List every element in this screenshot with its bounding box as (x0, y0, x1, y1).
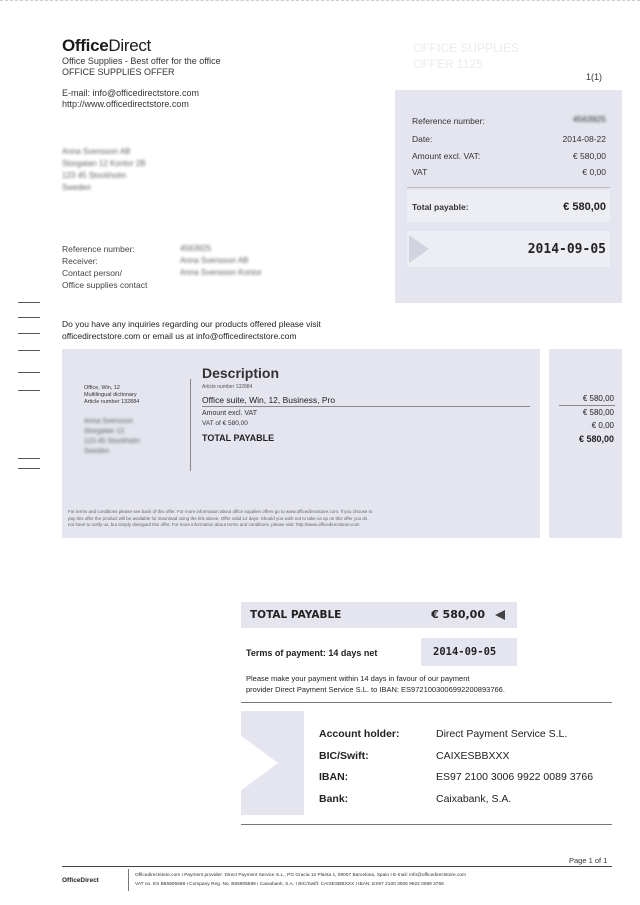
description-heading: Description (202, 365, 280, 381)
item-left-blur-line: 123 45 Stockholm (84, 438, 141, 445)
instruction-line: Please make your payment within 14 days in favour of our payment (246, 674, 470, 683)
fold-mark (18, 317, 40, 318)
bic-label: BIC/Swift: (319, 749, 369, 762)
contact-value: Anna Svensson Kontor (180, 268, 262, 277)
ref-number-value: 4563925 (180, 244, 212, 253)
bank-bottom-rule (241, 824, 612, 825)
terms-of-payment: Terms of payment: 14 days net (246, 648, 378, 658)
tagline: Office Supplies - Best offer for the office (62, 56, 221, 66)
contact-website: http://www.officedirectstore.com (62, 99, 189, 109)
footer-line: Officedirectstore.com I Payment provider: Direct Payment Service S.L., PG Gracia 12 Planta 1, 08007 Barcelona, Spain I E-mail: info@officedirectstore.com (135, 873, 467, 878)
footer-rule (62, 866, 612, 867)
page-marker: 1(1) (586, 72, 603, 82)
summary-total-label: Total payable: (412, 202, 469, 212)
item-box (62, 349, 540, 538)
bank-chevron-icon (240, 735, 278, 791)
vat-of-label: VAT of € 580,00 (202, 420, 248, 427)
reference-labels (62, 243, 147, 291)
fold-mark (18, 372, 40, 373)
product-name: Office suite, Win, 12, Business, Pro (202, 395, 336, 405)
item-left-blur-line: Storgatan 12 (84, 428, 125, 435)
fold-mark (18, 458, 40, 459)
payment-total-value: € 580,00 (431, 608, 485, 621)
item-left-desc: Multilingual dictionary (84, 392, 137, 398)
fine-print-line: For terms and conditions please see back of this offer. For more information about office supplies offers go to www.officedirectstore.com. If you choose to (68, 509, 373, 514)
price-column (549, 349, 622, 538)
address-line: 123 45 Stockholm (62, 171, 127, 180)
page-top-edge (0, 0, 640, 1)
company-logo (62, 36, 151, 56)
item-total-label: TOTAL PAYABLE (202, 433, 275, 443)
payment-due-box (421, 638, 517, 666)
inquiry-text (62, 318, 321, 342)
instruction-line: provider Direct Payment Service S.L. to IBAN: ES9721003006992200893766. (246, 685, 505, 694)
account-holder-value: Direct Payment Service S.L. (436, 728, 568, 740)
watermark-line-2: OFFER 1125 (413, 57, 483, 71)
reference-values (180, 243, 262, 279)
summary-total-value: € 580,00 (563, 201, 606, 213)
contact-email: E-mail: info@officedirectstore.com (62, 88, 200, 98)
footer-brand: OfficeDirect (62, 877, 99, 884)
bank-value: Caixabank, S.A. (436, 792, 512, 805)
iban-value: ES97 2100 3006 9922 0089 3766 (436, 771, 594, 783)
payment-instruction (246, 673, 505, 695)
contact-label-2: Office supplies contact (62, 280, 148, 290)
summary-divider (407, 187, 610, 188)
fold-mark (18, 390, 40, 391)
summary-reference-label: Reference number: (412, 116, 485, 126)
account-holder-label: Account holder: (319, 728, 400, 740)
item-left-name: Office, Win, 12 (84, 385, 120, 391)
fold-mark (18, 468, 40, 469)
footer-line: VAT no. ES B65905598 I Company Reg. No. B65905598 I Caixabank, S.A. I BIC/Swift: CAIXESBBXXX I IBAN: ES97 2100 3006 9922 0089 3766 (135, 882, 444, 887)
due-arrow-icon (409, 235, 429, 263)
footer-info (135, 871, 466, 889)
summary-vat-label: VAT (412, 167, 428, 177)
receiver-value: Anna Svensson AB (180, 256, 249, 265)
total-panel (407, 190, 610, 222)
fine-print-line: pay this offer the product will be available for download using the link above. Offer valid 14 days. Should you wish not to take us up on this offer you do (68, 515, 368, 521)
page-number: Page 1 of 1 (569, 856, 608, 865)
amount-excl-label: Amount excl. VAT (202, 410, 257, 417)
footer-divider (128, 869, 129, 891)
summary-date-label: Date: (412, 134, 433, 144)
price-row: € 580,00 (582, 394, 614, 403)
item-left-blur-line: Anna Svensson (84, 418, 134, 425)
inquiry-line-1: Do you have any inquiries regarding our products offered please visit (62, 319, 321, 329)
pointer-arrow-icon (495, 610, 505, 620)
item-left-blur-line: Sweden (84, 448, 110, 455)
payment-total-label: TOTAL PAYABLE (250, 609, 342, 621)
item-left-blurred (84, 417, 140, 457)
inquiry-line-2: officedirectstore.com or email us at info@officedirectstore.com (62, 331, 297, 341)
logo-bold-text: Office (62, 36, 109, 55)
contact-label: Contact person/ (62, 268, 123, 278)
offer-title: OFFICE SUPPLIES OFFER (62, 67, 175, 77)
address-line: Anna Svensson AB (62, 147, 131, 156)
address-line: Sweden (62, 183, 91, 192)
address-line: Storgatan 12 Kontor 2B (62, 159, 146, 168)
recipient-address (62, 146, 146, 194)
fine-print (68, 509, 538, 529)
due-date-panel (407, 231, 610, 267)
item-article-number: Article number 132884 (202, 384, 253, 390)
fold-mark (18, 333, 40, 334)
summary-amount-value: € 580,00 (572, 151, 606, 161)
price-row: € 580,00 (582, 408, 614, 417)
bank-labels (319, 724, 400, 810)
receiver-label: Receiver: (62, 256, 98, 266)
fold-mark (18, 350, 40, 351)
logo-light-text: Direct (108, 36, 151, 55)
bank-side-panel (241, 711, 304, 815)
bank-label: Bank: (319, 792, 349, 805)
item-divider-line (190, 379, 191, 471)
watermark-line-1: OFFICE SUPPLIES (413, 41, 520, 55)
iban-label: IBAN: (319, 771, 349, 783)
product-name-underline (202, 406, 530, 407)
summary-box (395, 90, 622, 303)
item-left-column (84, 385, 139, 406)
price-underline (559, 405, 615, 406)
bank-top-rule (241, 702, 612, 703)
price-total: € 580,00 (578, 434, 614, 444)
payment-due-date: 2014-09-05 (433, 646, 497, 658)
offer-watermark (413, 40, 519, 72)
summary-due-date: 2014-09-05 (527, 242, 606, 257)
item-left-article: Article number 132884 (84, 399, 140, 405)
payment-total-bar (241, 602, 517, 628)
bic-value: CAIXESBBXXX (436, 749, 510, 762)
summary-vat-value: € 0,00 (582, 167, 606, 177)
summary-date-value: 2014-08-22 (562, 134, 606, 144)
fine-print-line: not have to notify us, but simply disregard this offer. For more information about terms and conditions, please visit: http://www.officedirectstore.com (68, 522, 360, 527)
summary-reference-value: 4563925 (572, 114, 606, 124)
price-row: € 0,00 (591, 421, 614, 430)
ref-number-label: Reference number: (62, 244, 135, 254)
bank-values (436, 724, 593, 810)
fold-mark (18, 302, 40, 303)
summary-amount-label: Amount excl. VAT: (412, 151, 481, 161)
